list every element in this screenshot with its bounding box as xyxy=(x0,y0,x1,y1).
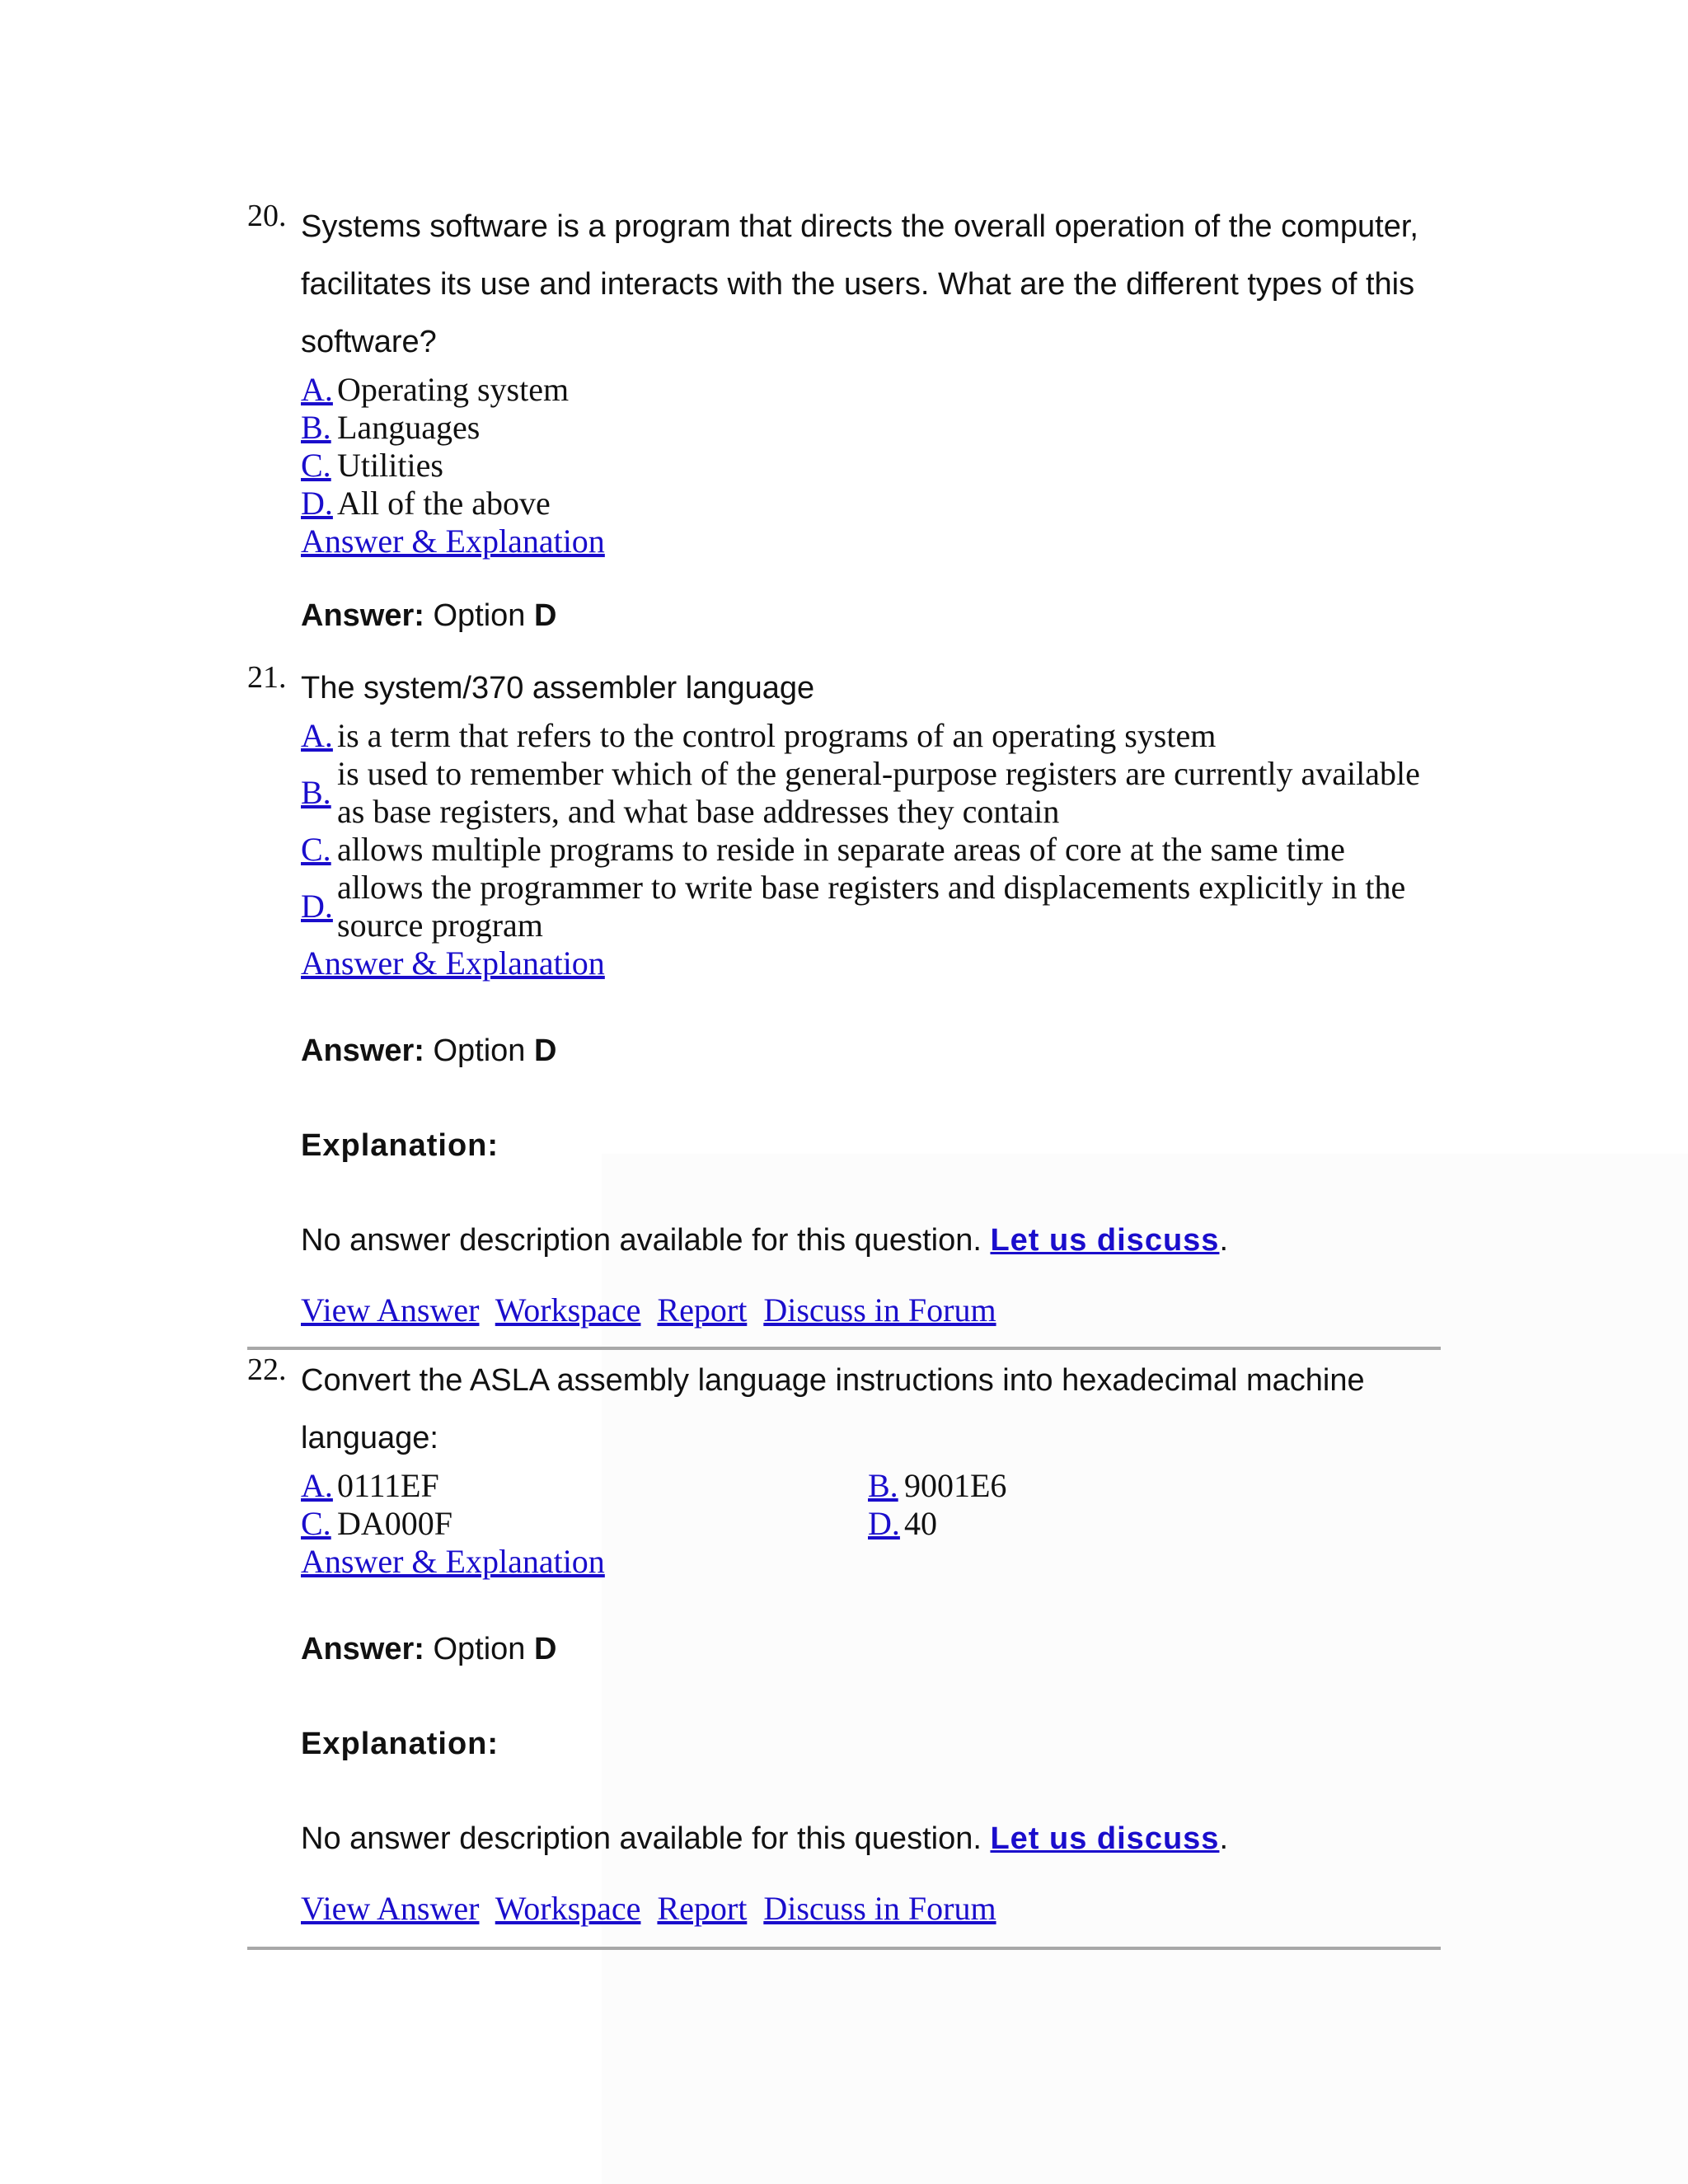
option-c-text: Utilities xyxy=(337,447,443,484)
option-c-text: DA000F xyxy=(337,1505,453,1542)
explanation-text-line xyxy=(301,1821,1442,1857)
explanation-text-line xyxy=(301,1223,1442,1258)
question-text: Systems software is a program that directs the overall operation of the computer, facilitates its use and interacts with the users. What are the different types of this software? xyxy=(301,209,1418,359)
answer-line xyxy=(301,598,1442,634)
option-b-text: Languages xyxy=(337,409,481,446)
option-a xyxy=(301,1467,868,1505)
option-b-link[interactable]: B. xyxy=(868,1467,898,1504)
answer-label: Answer: xyxy=(301,598,424,633)
option-a-text: 0111EF xyxy=(337,1467,439,1504)
answer-label: Answer: xyxy=(301,1632,424,1666)
explanation-text: No answer description available for this question. xyxy=(301,1821,982,1856)
option-d xyxy=(301,485,1442,523)
question-number: 21. xyxy=(247,660,287,695)
option-d-text: 40 xyxy=(904,1505,937,1542)
footer-links xyxy=(301,1890,1442,1928)
option-b xyxy=(301,409,1442,447)
workspace-link[interactable]: Workspace xyxy=(495,1890,641,1927)
option-d-link[interactable]: D. xyxy=(301,888,333,925)
view-answer-link[interactable]: View Answer xyxy=(301,1291,480,1329)
option-b-link[interactable]: B. xyxy=(301,409,331,446)
question-text: Convert the ASLA assembly language instructions into hexadecimal machine language: xyxy=(301,1363,1365,1455)
option-c-link[interactable]: C. xyxy=(301,831,331,868)
answer-line xyxy=(301,1632,1442,1667)
option-c xyxy=(301,447,1442,485)
option-b-text: 9001E6 xyxy=(904,1467,1007,1504)
workspace-link[interactable]: Workspace xyxy=(495,1291,641,1329)
options-grid xyxy=(301,1467,1442,1543)
option-a xyxy=(301,717,1442,755)
options-list xyxy=(301,717,1442,944)
option-b xyxy=(868,1467,1435,1505)
question-20 xyxy=(247,198,1442,634)
explanation-heading: Explanation: xyxy=(301,1128,499,1163)
answer-value: D xyxy=(534,598,557,633)
option-c xyxy=(301,831,1442,869)
question-21 xyxy=(247,659,1442,1329)
report-link[interactable]: Report xyxy=(657,1890,748,1927)
report-link[interactable]: Report xyxy=(657,1291,748,1329)
option-a-text: Operating system xyxy=(337,371,570,408)
question-number: 22. xyxy=(247,1352,287,1387)
option-c xyxy=(301,1505,868,1543)
explanation-period: . xyxy=(1219,1223,1228,1258)
explanation-period: . xyxy=(1219,1821,1228,1856)
question-22 xyxy=(247,1352,1442,1928)
answer-label: Answer: xyxy=(301,1033,424,1068)
option-d xyxy=(301,869,1442,944)
option-d-text: allows the programmer to write base registers and displacements explicitly in the source program xyxy=(337,869,1406,944)
option-b-link[interactable]: B. xyxy=(301,774,331,811)
option-d xyxy=(868,1505,1435,1543)
answer-value: D xyxy=(534,1632,557,1666)
answer-explanation-link[interactable]: Answer & Explanation xyxy=(301,523,605,560)
option-c-link[interactable]: C. xyxy=(301,1505,331,1542)
option-a-link[interactable]: A. xyxy=(301,1467,333,1504)
discuss-in-forum-link[interactable]: Discuss in Forum xyxy=(763,1291,996,1329)
option-b xyxy=(301,755,1442,831)
question-divider xyxy=(247,1347,1441,1350)
footer-links xyxy=(301,1291,1442,1329)
option-a-link[interactable]: A. xyxy=(301,371,333,408)
option-d-link[interactable]: D. xyxy=(868,1505,900,1542)
option-b-text: is used to remember which of the general-purpose registers are currently available as base registers, and what base addresses they contain xyxy=(337,755,1420,830)
options-list xyxy=(301,371,1442,523)
answer-value: D xyxy=(534,1033,557,1068)
question-divider xyxy=(247,1947,1441,1950)
option-c-text: allows multiple programs to reside in separate areas of core at the same time xyxy=(337,831,1345,868)
option-a xyxy=(301,371,1442,409)
let-us-discuss-link[interactable]: Let us discuss xyxy=(990,1223,1220,1258)
option-c-link[interactable]: C. xyxy=(301,447,331,484)
question-text: The system/370 assembler language xyxy=(301,671,815,705)
answer-option: Option xyxy=(433,1632,526,1666)
answer-line xyxy=(301,1033,1442,1069)
answer-explanation-link[interactable]: Answer & Explanation xyxy=(301,1543,605,1580)
option-a-link[interactable]: A. xyxy=(301,717,333,754)
answer-option: Option xyxy=(433,1033,526,1068)
let-us-discuss-link[interactable]: Let us discuss xyxy=(990,1821,1220,1856)
explanation-heading: Explanation: xyxy=(301,1727,499,1761)
option-d-text: All of the above xyxy=(337,485,551,522)
view-answer-link[interactable]: View Answer xyxy=(301,1890,480,1927)
answer-explanation-link[interactable]: Answer & Explanation xyxy=(301,944,605,982)
explanation-text: No answer description available for this question. xyxy=(301,1223,982,1258)
discuss-in-forum-link[interactable]: Discuss in Forum xyxy=(763,1890,996,1927)
option-d-link[interactable]: D. xyxy=(301,485,333,522)
question-number: 20. xyxy=(247,199,287,233)
answer-option: Option xyxy=(433,598,526,633)
option-a-text: is a term that refers to the control programs of an operating system xyxy=(337,717,1217,754)
